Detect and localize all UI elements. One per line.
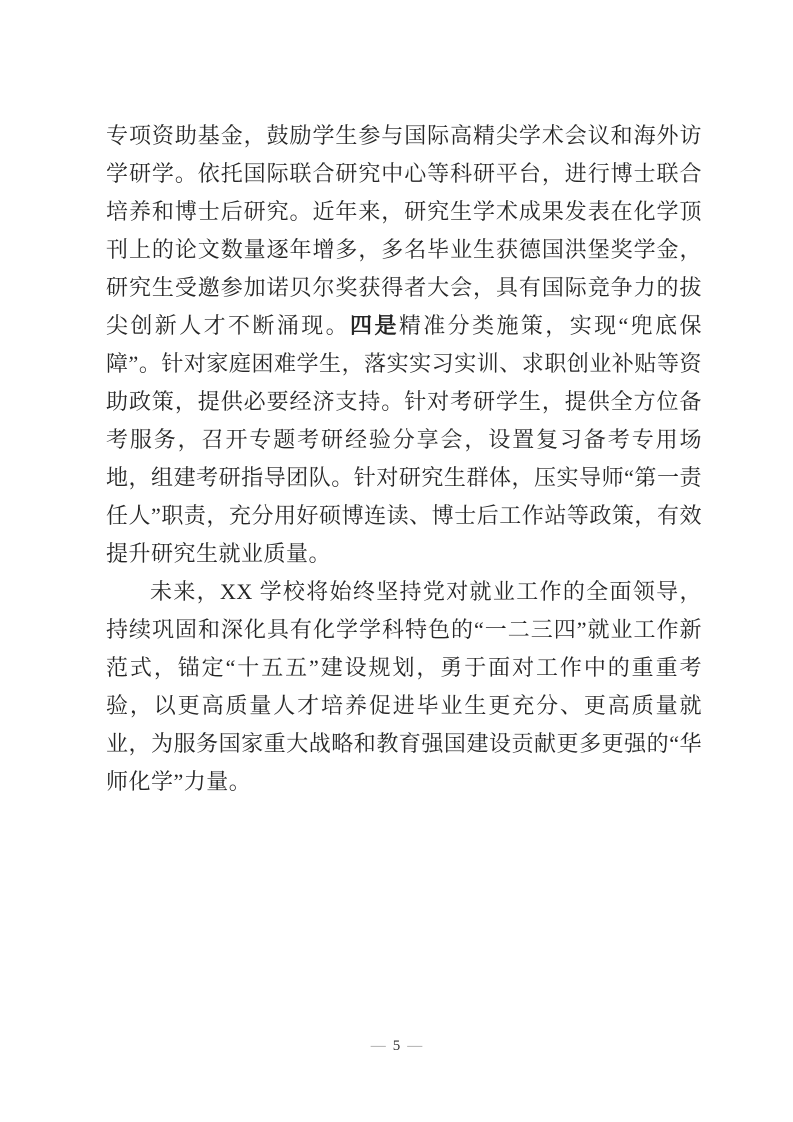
paragraph (106, 573, 702, 801)
text-run: 精准分类施策，实现“兜底保障”。针对家庭困难学生，落实实习实训、求职创业补贴等资助政策，提供必要经济支持。针对考研学生，提供全方位备考服务，召开专题考研经验分享会，设置复习备考专用场地，组建考研指导团队。针对研究生群体，压实导师“第一责任人”职责，充分用好硕博连读、博士后工作站等政策，有效提升研究生就业质量。 (106, 313, 702, 566)
bold-text-run: 四是 (350, 313, 399, 338)
page-footer (0, 1036, 793, 1056)
text-run: 未来，XX 学校将始终坚持党对就业工作的全面领导，持续巩固和深化具有化学学科特色的“一二三四”就业工作新范式，锚定“十五五”建设规划，勇于面对工作中的重重考验，以更高质量人才培养促进毕业生更充分、更高质量就业，为服务国家重大战略和教育强国建设贡献更多更强的“华师化学”力量。 (106, 579, 702, 794)
document-body (106, 117, 702, 801)
paragraph (106, 117, 702, 573)
footer-dash-right: — (407, 1038, 423, 1054)
footer-dash-left: — (370, 1038, 386, 1054)
text-run: 专项资助基金，鼓励学生参与国际高精尖学术会议和海外访学研学。依托国际联合研究中心等科研平台，进行博士联合培养和博士后研究。近年来，研究生学术成果发表在化学顶刊上的论文数量逐年增多，多名毕业生获德国洪堡奖学金，研究生受邀参加诺贝尔奖获得者大会，具有国际竞争力的拔尖创新人才不断涌现。 (106, 123, 702, 338)
page-number: 5 (392, 1038, 401, 1054)
